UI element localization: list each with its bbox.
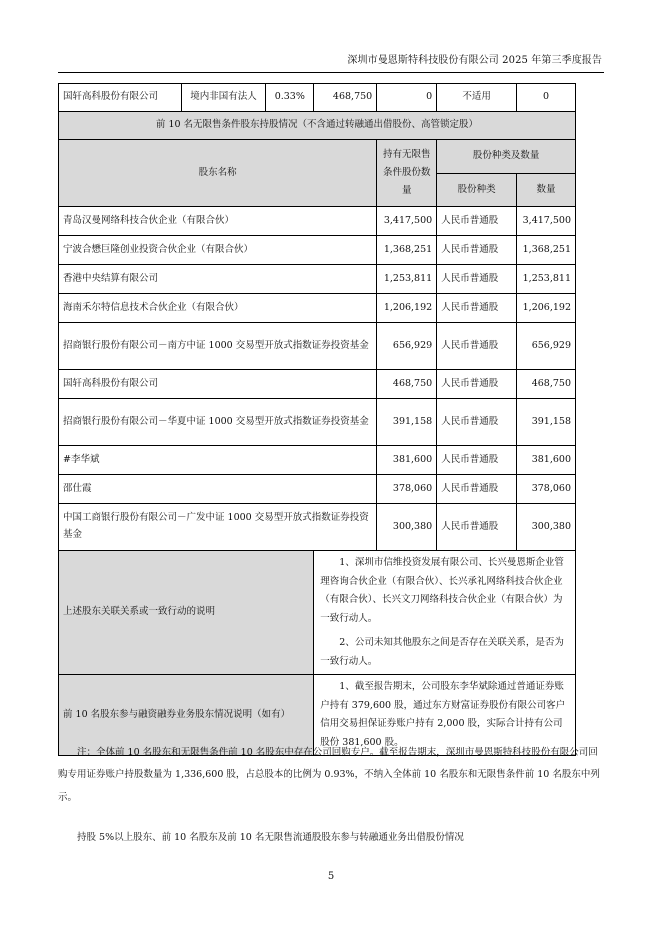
shareholder-name: 邵仕霞	[59, 475, 377, 504]
related-parties-p2: 2、公司未知其他股东之间是否存在关联关系，是否为一致行动人。	[320, 637, 564, 667]
col-header-unrestricted: 持有无限售条件股份数量	[377, 140, 437, 207]
top-row-pledge-status: 不适用	[437, 84, 517, 112]
related-parties-label: 上述股东关联关系或一致行动的说明	[59, 551, 314, 675]
unrestricted-shares: 3,417,500	[377, 207, 437, 236]
share-count: 468,750	[516, 370, 575, 399]
unrestricted-shares: 1,206,192	[377, 294, 437, 323]
unrestricted-shares: 1,253,811	[377, 265, 437, 294]
pledge-section-heading: 持股 5%以上股东、前 10 名股东及前 10 名无限售流通股股东参与转融通业务出借股份情况	[77, 832, 464, 843]
top-row-pledge-count: 0	[516, 84, 575, 112]
shareholder-name: 中国工商银行股份有限公司－广发中证 1000 交易型开放式指数证券投资基金	[59, 504, 377, 551]
shareholder-name: 国轩高科股份有限公司	[59, 370, 377, 399]
share-type: 人民币普通股	[437, 236, 517, 265]
col-header-count: 数量	[516, 174, 575, 207]
share-type: 人民币普通股	[437, 504, 517, 551]
related-parties-p1: 1、深圳市信维投资发展有限公司、长兴曼恩斯企业管理咨询合伙企业（有限合伙）、长兴承礼网络科技合伙企业（有限合伙）、长兴文刀网络科技合伙企业（有限合伙）为一致行动人。	[320, 557, 564, 624]
top-row-nature: 境内非国有法人	[181, 84, 266, 112]
top-row-name: 国轩高科股份有限公司	[59, 84, 182, 112]
table-row	[59, 323, 576, 370]
share-type: 人民币普通股	[437, 399, 517, 446]
share-count: 1,368,251	[516, 236, 575, 265]
share-count: 391,158	[516, 399, 575, 446]
footnote-paragraph: 注：全体前 10 名股东和无限售条件前 10 名股东中存在公司回购专户。截至报告期末，深圳市曼恩斯特科技股份有限公司回购专用证券账户持股数量为 1,336,600 股，占总股本的比例为 0.93%，不纳入全体前 10 名股东和无限售条件前 10 名股东中列示。	[58, 747, 600, 803]
col-header-type-group: 股份种类及数量	[437, 140, 576, 174]
shareholder-name: 海南禾尔特信息技术合伙企业（有限合伙）	[59, 294, 377, 323]
share-count: 300,380	[516, 504, 575, 551]
table-row	[59, 446, 576, 475]
top-row-ratio: 0.33%	[266, 84, 314, 112]
table-row	[59, 265, 576, 294]
share-type: 人民币普通股	[437, 207, 517, 236]
top-row-restricted: 0	[377, 84, 437, 112]
table-row	[59, 207, 576, 236]
col-header-type: 股份种类	[437, 174, 517, 207]
column-header-row	[59, 140, 576, 174]
unrestricted-shares: 391,158	[377, 399, 437, 446]
table-row	[59, 236, 576, 265]
section-title: 前 10 名无限售条件股东持股情况（不含通过转融通出借股份、高管锁定股）	[59, 112, 576, 140]
share-type: 人民币普通股	[437, 323, 517, 370]
share-count: 378,060	[516, 475, 575, 504]
shareholder-name: 招商银行股份有限公司－华夏中证 1000 交易型开放式指数证券投资基金	[59, 399, 377, 446]
margin-trading-text: 1、截至报告期末，公司股东李华斌除通过普通证券账户持有 379,600 股，通过东方财富证券股份有限公司客户信用交易担保证券账户持有 2,000 股，实际合计持有公司股份 381,600 股。	[314, 675, 576, 756]
share-count: 656,929	[516, 323, 575, 370]
unrestricted-shares: 1,368,251	[377, 236, 437, 265]
unrestricted-shares: 468,750	[377, 370, 437, 399]
page-number: 5	[327, 871, 335, 882]
header-divider	[58, 72, 604, 73]
shareholder-name: 香港中央结算有限公司	[59, 265, 377, 294]
shareholder-name: #李华斌	[59, 446, 377, 475]
shareholder-name: 宁波合懋巨隆创业投资合伙企业（有限合伙）	[59, 236, 377, 265]
top10-shareholder-row	[59, 84, 576, 112]
share-type: 人民币普通股	[437, 446, 517, 475]
unrestricted-shares: 300,380	[377, 504, 437, 551]
shareholders-table	[58, 83, 576, 756]
unrestricted-shares: 378,060	[377, 475, 437, 504]
share-type: 人民币普通股	[437, 294, 517, 323]
share-type: 人民币普通股	[437, 475, 517, 504]
share-type: 人民币普通股	[437, 370, 517, 399]
table-row	[59, 399, 576, 446]
related-parties-row	[59, 551, 576, 675]
margin-trading-label: 前 10 名股东参与融资融券业务股东情况说明（如有）	[59, 675, 314, 756]
col-header-name: 股东名称	[59, 140, 377, 207]
table-row	[59, 475, 576, 504]
table-row	[59, 294, 576, 323]
share-count: 381,600	[516, 446, 575, 475]
table-row	[59, 370, 576, 399]
top-row-shares: 468,750	[314, 84, 377, 112]
share-count: 1,206,192	[516, 294, 575, 323]
report-header-title: 深圳市曼恩斯特科技股份有限公司 2025 年第三季度报告	[347, 55, 602, 66]
share-type: 人民币普通股	[437, 265, 517, 294]
shareholder-name: 青岛汉曼网络科技合伙企业（有限合伙）	[59, 207, 377, 236]
unrestricted-shares: 381,600	[377, 446, 437, 475]
section-title-row	[59, 112, 576, 140]
shareholder-name: 招商银行股份有限公司－南方中证 1000 交易型开放式指数证券投资基金	[59, 323, 377, 370]
related-parties-text	[314, 551, 576, 675]
share-count: 1,253,811	[516, 265, 575, 294]
table-row	[59, 504, 576, 551]
share-count: 3,417,500	[516, 207, 575, 236]
unrestricted-shares: 656,929	[377, 323, 437, 370]
